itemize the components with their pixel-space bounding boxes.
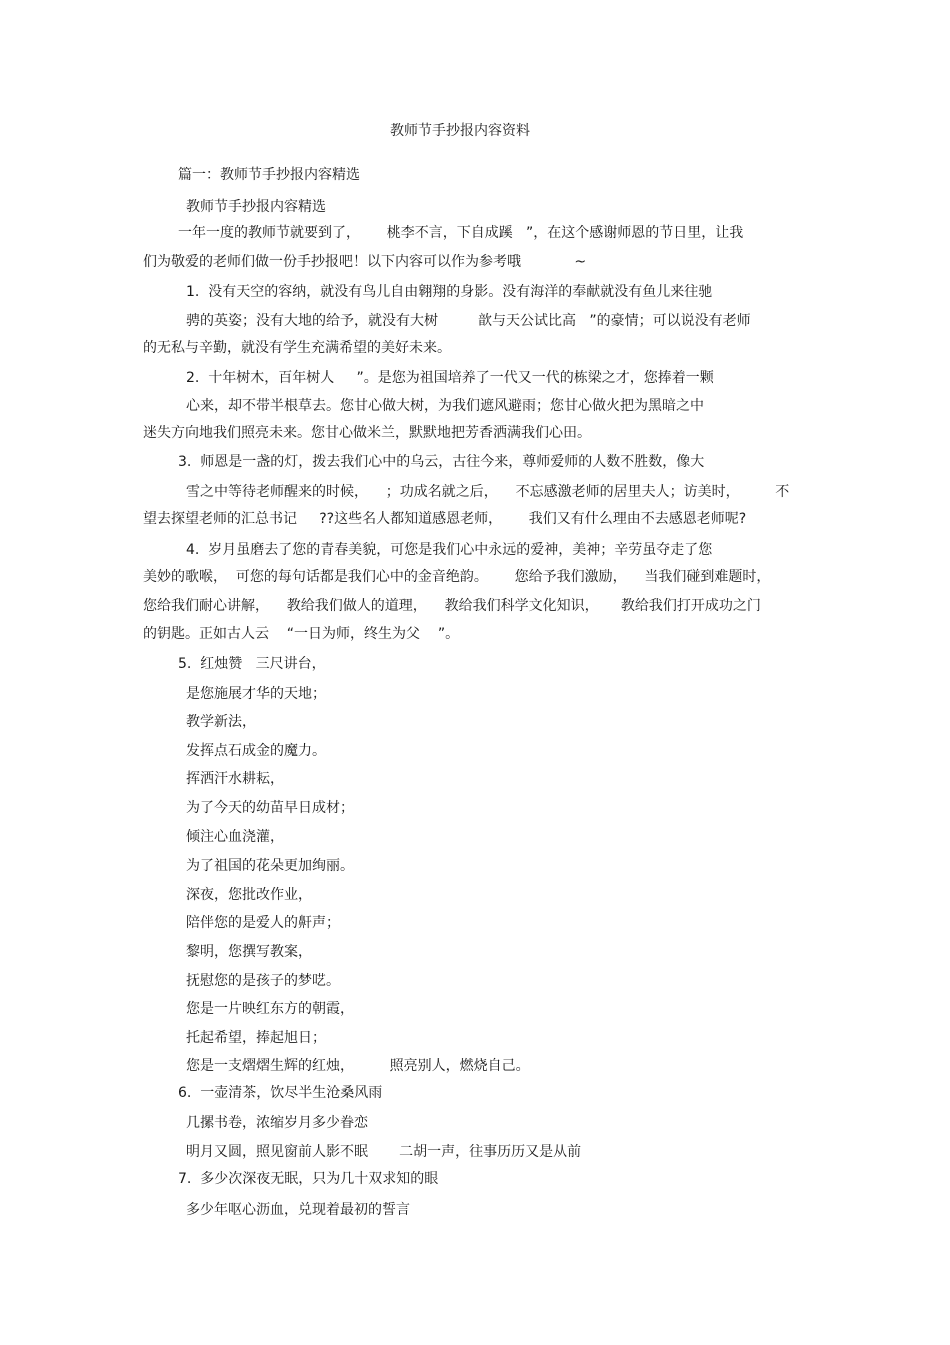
text-line: 4. 岁月虽磨去了您的青春美貌，可您是我们心中永远的爱神，美神；辛劳虽夺走了您 xyxy=(186,542,713,558)
subheading: 教师节手抄报内容精选 xyxy=(186,199,326,215)
text-line: 2. 十年树木，百年树人 ”。是您为祖国培养了一代又一代的栋梁之才，您捧着一颗 xyxy=(186,370,714,386)
text-line: 望去探望老师的汇总书记 ??这些名人都知道感恩老师， 我们又有什么理由不去感恩老师呢? xyxy=(143,511,747,527)
text-line: 的钥匙。正如古人云 “一日为师，终生为父 ”。 xyxy=(143,626,460,642)
text-line: 您是一片映红东方的朝霞， xyxy=(186,1001,354,1017)
text-line: 的无私与辛勤，就没有学生充满希望的美好未来。 xyxy=(143,340,451,356)
text-line: 教学新法， xyxy=(186,714,256,730)
text-line: 黎明，您撰写教案， xyxy=(186,944,312,960)
text-line: 您给我们耐心讲解， 教给我们做人的道理， 教给我们科学文化知识， 教给我们打开成功之门 xyxy=(143,598,761,614)
text-line: 抚慰您的是孩子的梦呓。 xyxy=(186,973,340,989)
text-line: 美妙的歌喉， 可您的每句话都是我们心中的金音绝韵。 您给予我们激励， 当我们碰到难题时， xyxy=(143,569,771,585)
text-line: 陪伴您的是爱人的鼾声； xyxy=(186,915,340,931)
text-line: 发挥点石成金的魔力。 xyxy=(186,743,326,759)
text-line: 为了祖国的花朵更加绚丽。 xyxy=(186,858,354,874)
section-heading: 篇一：教师节手抄报内容精选 xyxy=(178,167,360,183)
text-line: 们为敬爱的老师们做一份手抄报吧！以下内容可以作为参考哦 ~ xyxy=(143,254,587,270)
text-line: 挥洒汗水耕耘， xyxy=(186,771,284,787)
text-line: 托起希望，捧起旭日； xyxy=(186,1030,326,1046)
text-line: 是您施展才华的天地； xyxy=(186,686,326,702)
text-line: 一年一度的教师节就要到了， 桃李不言，下自成蹊 ”，在这个感谢师恩的节日里，让我 xyxy=(178,225,744,241)
text-line: 1. 没有天空的容纳，就没有鸟儿自由翱翔的身影。没有海洋的奉献就没有鱼儿来往驰 xyxy=(186,284,713,300)
text-line: 迷失方向地我们照亮未来。您甘心做米兰，默默地把芳香洒满我们心田。 xyxy=(143,425,591,441)
text-line: 深夜，您批改作业， xyxy=(186,887,312,903)
text-line: 5. 红烛赞 三尺讲台， xyxy=(178,656,326,672)
text-line: 几摞书卷，浓缩岁月多少眷恋 xyxy=(186,1115,368,1131)
document-title: 教师节手抄报内容资料 xyxy=(390,123,530,139)
text-line: 为了今天的幼苗早日成材； xyxy=(186,800,354,816)
text-line: 多少年呕心沥血，兑现着最初的誓言 xyxy=(186,1202,410,1218)
text-line: 6. 一壶清茶，饮尽半生沧桑风雨 xyxy=(178,1085,383,1101)
text-line: 3. 师恩是一盏的灯，拨去我们心中的乌云，古往今来，尊师爱师的人数不胜数，像大 xyxy=(178,454,705,470)
text-line: 骋的英姿；没有大地的给予，就没有大树 歆与天公试比高 ”的豪情；可以说没有老师 xyxy=(186,313,751,329)
text-line: 明月又圆，照见窗前人影不眠 二胡一声，往事历历又是从前 xyxy=(186,1144,582,1160)
text-line: 您是一支熠熠生辉的红烛， 照亮别人，燃烧自己。 xyxy=(186,1058,530,1074)
text-line: 心来，却不带半根草去。您甘心做大树，为我们遮风避雨；您甘心做火把为黑暗之中 xyxy=(186,398,704,414)
text-line: 雪之中等待老师醒来的时候， ；功成名就之后， 不忘感激老师的居里夫人；访美时， 不 xyxy=(186,484,790,500)
text-line: 倾注心血浇灌， xyxy=(186,829,284,845)
text-line: 7. 多少次深夜无眠，只为几十双求知的眼 xyxy=(178,1171,439,1187)
